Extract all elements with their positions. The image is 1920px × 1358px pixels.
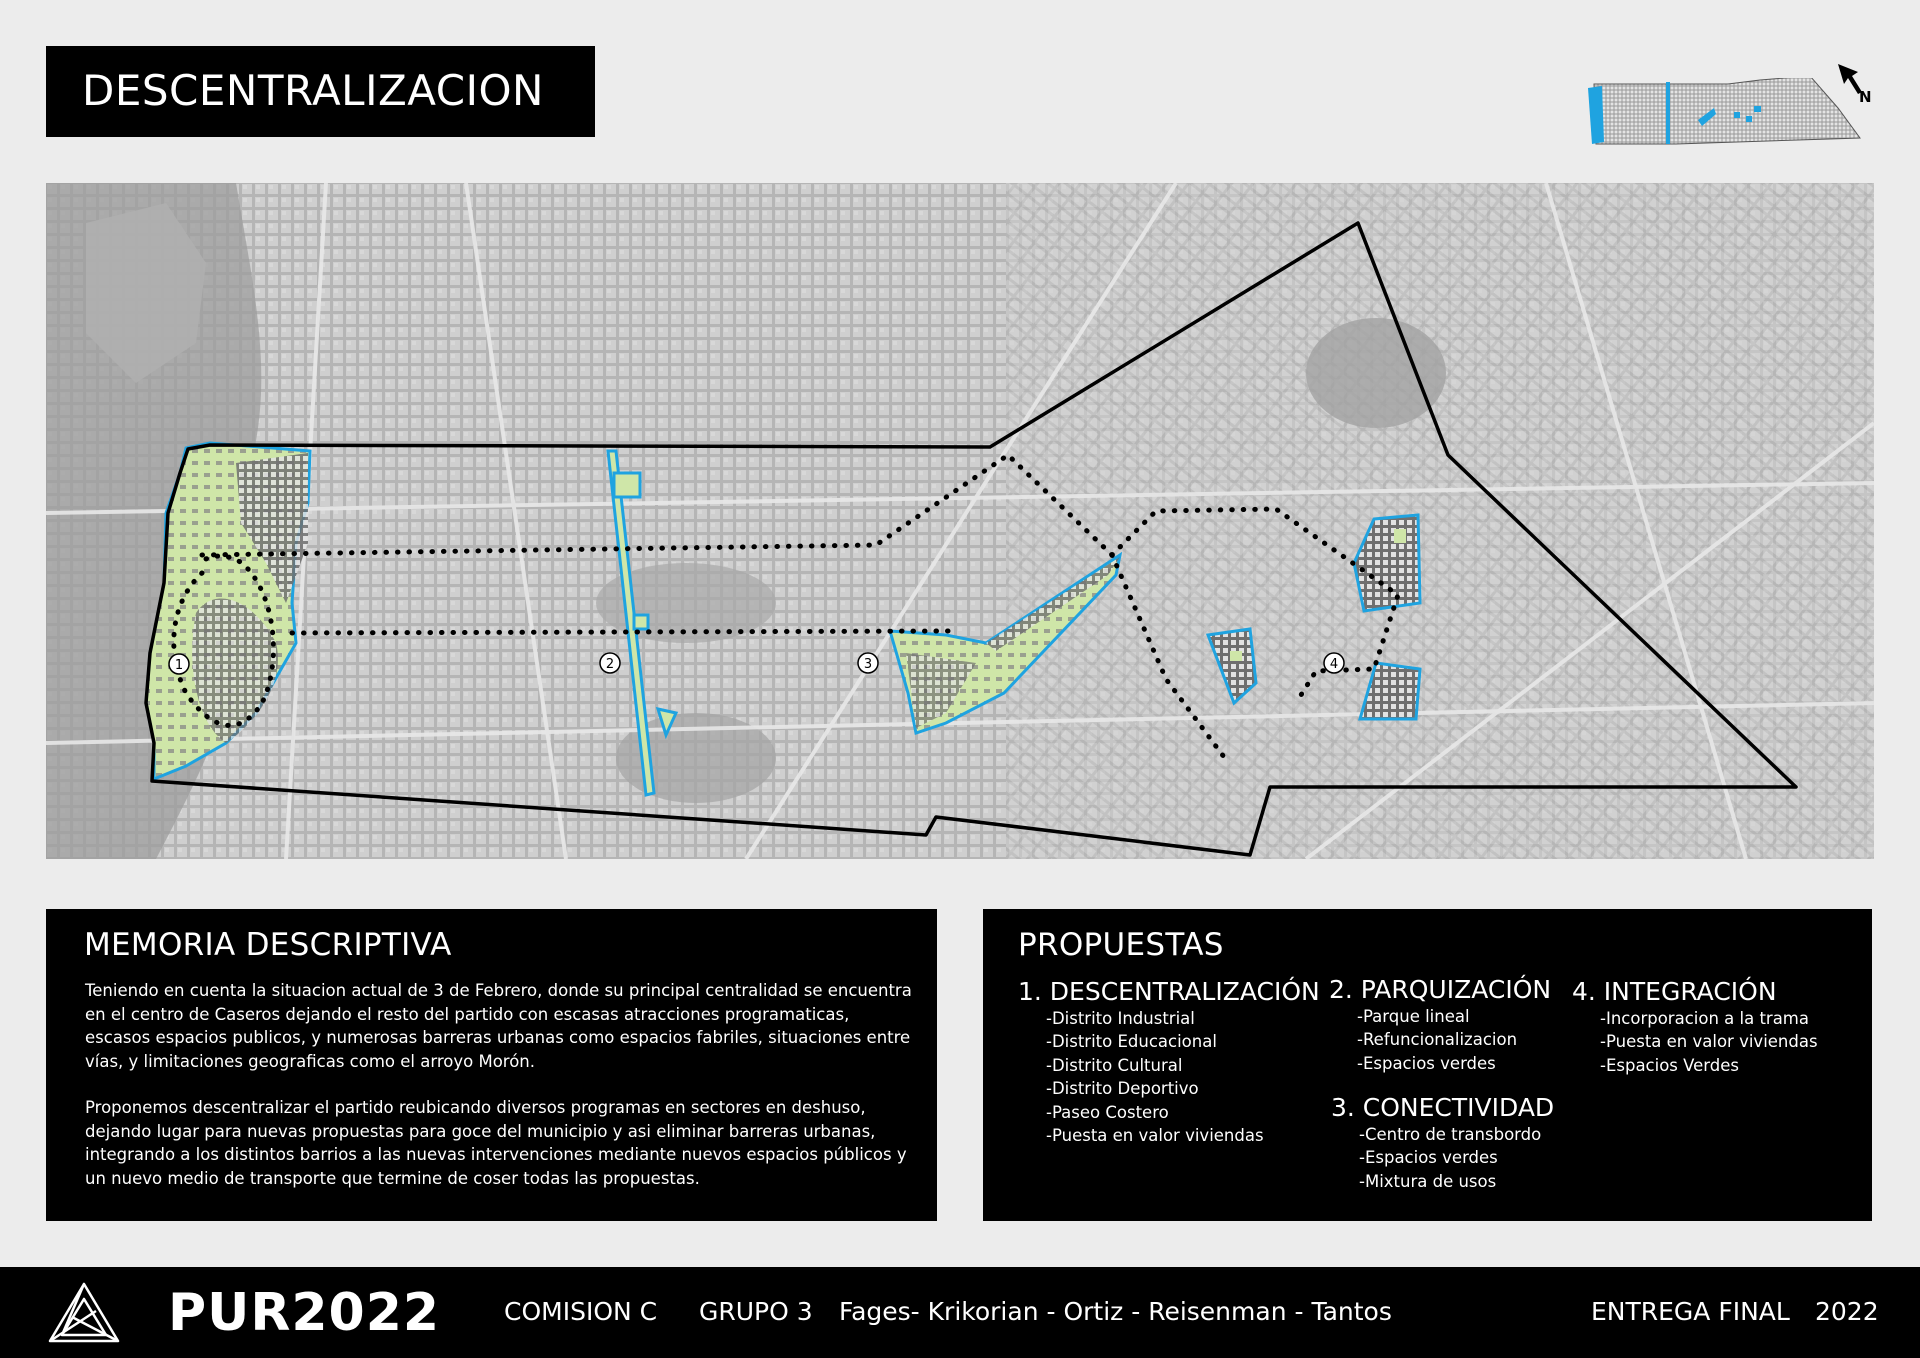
propuesta-item: -Distrito Deportivo <box>1046 1079 1199 1099</box>
propuesta-item: -Espacios verdes <box>1357 1053 1496 1073</box>
footer-bar <box>0 1267 1920 1358</box>
zone-number: 1 <box>174 658 184 673</box>
propuesta-item: -Espacios Verdes <box>1600 1055 1740 1075</box>
memoria-panel <box>46 909 937 1221</box>
propuesta-item: -Parque lineal <box>1357 1007 1470 1026</box>
pur-logo-icon <box>46 1281 122 1345</box>
memoria-text <box>85 979 915 1213</box>
propuesta-item: -Espacios verdes <box>1359 1148 1498 1168</box>
propuesta-item: -Incorporacion a la trama <box>1600 1009 1809 1028</box>
map-drawing <box>46 183 1874 859</box>
propuesta-item: -Refuncionalizacion <box>1357 1030 1518 1050</box>
zone-marker-2 <box>600 653 620 673</box>
aerial-map <box>46 183 1874 859</box>
propuesta-heading: 3. CONECTIVIDAD <box>1331 1093 1555 1122</box>
propuesta-item: -Paseo Costero <box>1046 1102 1169 1122</box>
footer-entrega: ENTREGA FINAL <box>1591 1297 1790 1326</box>
zone-marker-3 <box>858 653 878 673</box>
propuesta-item: -Mixtura de usos <box>1359 1171 1497 1191</box>
memoria-paragraph: Teniendo en cuenta la situacion actual de 3 de Febrero, donde su principal centralidad se encuentra en el centro de Caseros dejando el resto del partido con escasas atracciones programaticas, escasos espacios publicos, y numerosas barreras urbanas como espacios fabriles, situaciones entre vías, y limitaciones geograficas como el arroyo Morón. <box>85 981 912 1071</box>
memoria-paragraph: Proponemos descentralizar el partido reubicando diversos programas en sectores en deshuso, dejando lugar para nuevas propuestas para goce del municipio y asi eliminar barreras urbanas, integrando a los distintos barrios a las nuevas intervenciones mediante nuevos espacios públicos y un nuevo medio de transporte que termine de coser todas las propuestas. <box>85 1098 907 1188</box>
zone-number: 2 <box>605 657 615 672</box>
propuesta-group-1 <box>1018 977 1320 1147</box>
north-arrow-icon <box>1836 62 1880 110</box>
propuesta-item: -Puesta en valor viviendas <box>1046 1126 1264 1146</box>
zone-number: 4 <box>1329 657 1339 672</box>
footer-comision: COMISION C <box>504 1297 658 1326</box>
propuesta-heading: 4. INTEGRACIÓN <box>1572 977 1777 1006</box>
title-box <box>46 46 595 137</box>
zone-marker-1 <box>169 654 189 674</box>
zone-number: 3 <box>863 657 873 672</box>
memoria-title: MEMORIA DESCRIPTIVA <box>84 927 452 963</box>
propuesta-group-2 <box>1329 975 1551 1075</box>
footer-year: 2022 <box>1815 1297 1879 1326</box>
propuesta-heading: 1. DESCENTRALIZACIÓN <box>1018 977 1320 1006</box>
locator-map <box>1586 78 1864 148</box>
propuesta-item: -Distrito Industrial <box>1046 1009 1195 1028</box>
propuesta-item: -Puesta en valor viviendas <box>1600 1032 1818 1052</box>
propuesta-heading: 2. PARQUIZACIÓN <box>1329 975 1552 1004</box>
propuesta-item: -Distrito Educacional <box>1046 1032 1217 1052</box>
page-title: DESCENTRALIZACION <box>82 66 544 115</box>
propuesta-group-4 <box>1572 977 1818 1077</box>
propuesta-item: -Centro de transbordo <box>1359 1125 1542 1144</box>
propuesta-item: -Distrito Cultural <box>1046 1055 1183 1075</box>
north-label: N <box>1859 88 1872 106</box>
propuesta-group-3 <box>1331 1093 1554 1193</box>
propuestas-panel <box>983 909 1872 1221</box>
brand-name: PUR2022 <box>168 1283 441 1343</box>
footer-authors: Fages- Krikorian - Ortiz - Reisenman - Tantos <box>839 1297 1392 1326</box>
zone-marker-4 <box>1324 653 1344 673</box>
footer-grupo: GRUPO 3 <box>699 1297 813 1326</box>
propuestas-title: PROPUESTAS <box>1018 927 1224 963</box>
